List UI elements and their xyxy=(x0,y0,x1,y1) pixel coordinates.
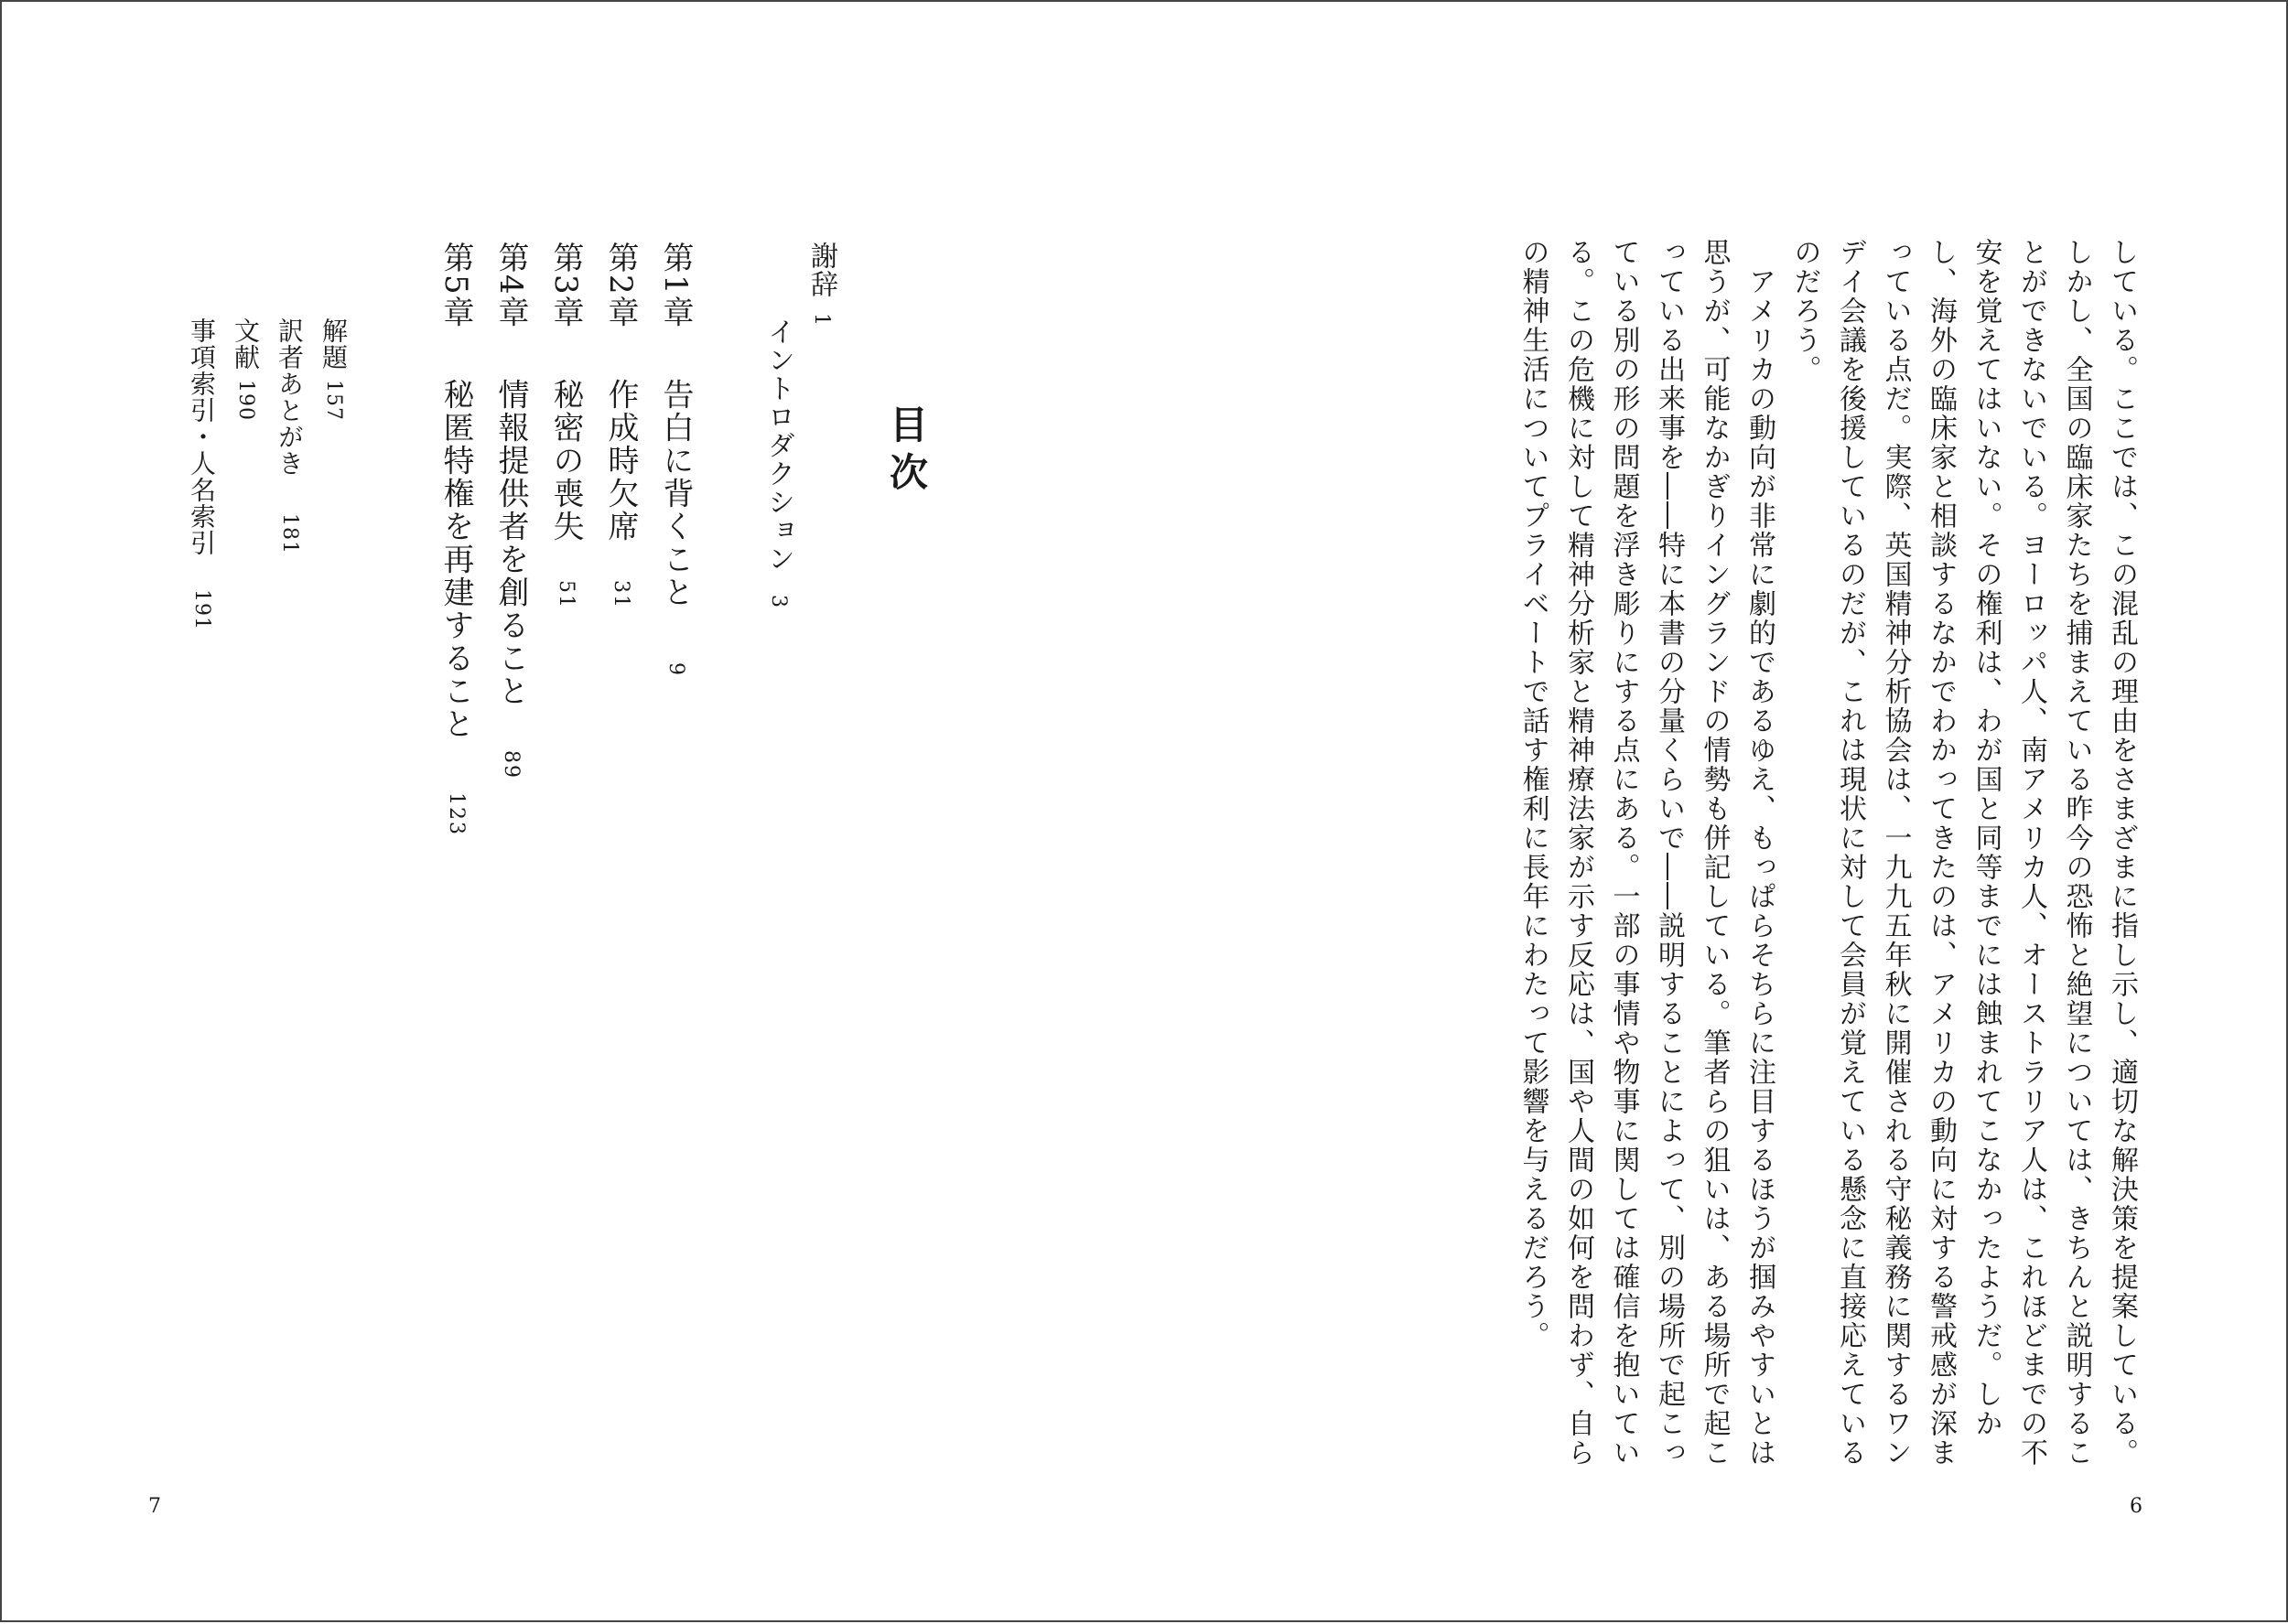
toc-entry-acknowledgments xyxy=(801,242,841,327)
toc-entry-page: 157 xyxy=(322,380,345,421)
toc-entry-page: 1 xyxy=(810,313,833,327)
chapter-title: 情報提供者を創ること xyxy=(492,378,529,708)
toc-entry-label: 事項索引・人名索引 xyxy=(187,317,217,556)
toc-chapter-3 xyxy=(544,242,588,609)
toc-chapter-4 xyxy=(489,242,534,780)
toc-back-index xyxy=(183,317,220,630)
body-text xyxy=(1009,238,2144,1473)
page-number-right: 6 xyxy=(2130,1495,2142,1518)
chapter-title: 告白に背くこと xyxy=(657,378,694,609)
toc-entry-label: 文献 xyxy=(231,317,261,371)
paragraph-1: している。ここでは、この混乱の理由をさまざまに指し示し、適切な解決策を提案している。しかし、全国の臨床家たちを捕まえている昨今の恐怖と絶望については、きちんと説明することができないでいる。ヨーロッパ人、南アメリカ人、オーストラリア人は、これほどまでの不安を覚えてはいない。その権利は、わが国と同等までには蝕まれてこなかったようだ。しかし、海外の臨床家と相談するなかでわかってきたのは、アメリカの動向に対する警戒感が深まっている点だ。実際、英国精神分析協会は、一九九五年秋に開催される守秘義務に関するワンデイ会議を後援しているのだが、これは現状に対して会員が覚えている懸念に直接応えているのだろう。 xyxy=(1788,238,2138,1468)
chapter-title: 秘密の喪失 xyxy=(547,378,584,543)
chapter-title: 秘匿特権を再建すること xyxy=(437,378,474,741)
toc-entry-page: 191 xyxy=(190,589,213,630)
toc-entry-label: 謝辞 xyxy=(805,242,837,298)
chapter-label: 第2章 xyxy=(602,242,639,329)
toc-entry-page: 181 xyxy=(278,513,301,554)
toc-chapter-5 xyxy=(434,242,479,836)
toc-entry-label: 解題 xyxy=(318,317,349,371)
chapter-page: 123 xyxy=(445,791,468,836)
chapter-label: 第3章 xyxy=(547,242,584,329)
toc-title: 目次 xyxy=(884,404,929,500)
chapter-page: 89 xyxy=(500,749,523,780)
toc-back-references xyxy=(227,317,264,421)
chapter-label: 第4章 xyxy=(492,242,529,329)
chapter-page: 31 xyxy=(610,579,632,609)
toc-chapter-1 xyxy=(653,242,698,677)
toc-chapter-2 xyxy=(599,242,643,609)
paragraph-2: アメリカの動向が非常に劇的であるゆえ、もっぱらそちらに注目するほうが掴みやすいとは思うが、可能なかぎりイングランドの情勢も併記している。筆者らの狙いは、ある場所で起こっている出来事を――特に本書の分量くらいで――説明することによって、別の場所で起こっている別の形の問題を浮き彫りにする点にある。一部の事情や物事に関しては確信を抱いている。この危機に対して精神分析家と精神療法家が示す反応は、国や人間の如何を問わず、自らの精神生活についてプライベートで話す権利に長年にわたって影響を与えるだろう。 xyxy=(1516,238,1775,1468)
toc-entry-label: イントロダクション xyxy=(762,317,794,573)
chapter-label: 第5章 xyxy=(437,242,474,329)
page-number-left: 7 xyxy=(148,1495,161,1518)
toc-entry-introduction xyxy=(758,317,798,608)
chapter-title: 作成時欠席 xyxy=(602,378,639,543)
chapter-label: 第1章 xyxy=(657,242,694,329)
chapter-page: 9 xyxy=(664,661,687,677)
chapter-page: 51 xyxy=(555,579,577,609)
toc-back-commentary xyxy=(315,317,351,421)
table-of-contents xyxy=(2,2,1146,1624)
toc-entry-page: 3 xyxy=(767,595,790,608)
toc-back-afterword xyxy=(271,317,308,554)
toc-entry-label: 訳者あとがき xyxy=(275,317,305,477)
toc-entry-page: 190 xyxy=(234,380,257,421)
